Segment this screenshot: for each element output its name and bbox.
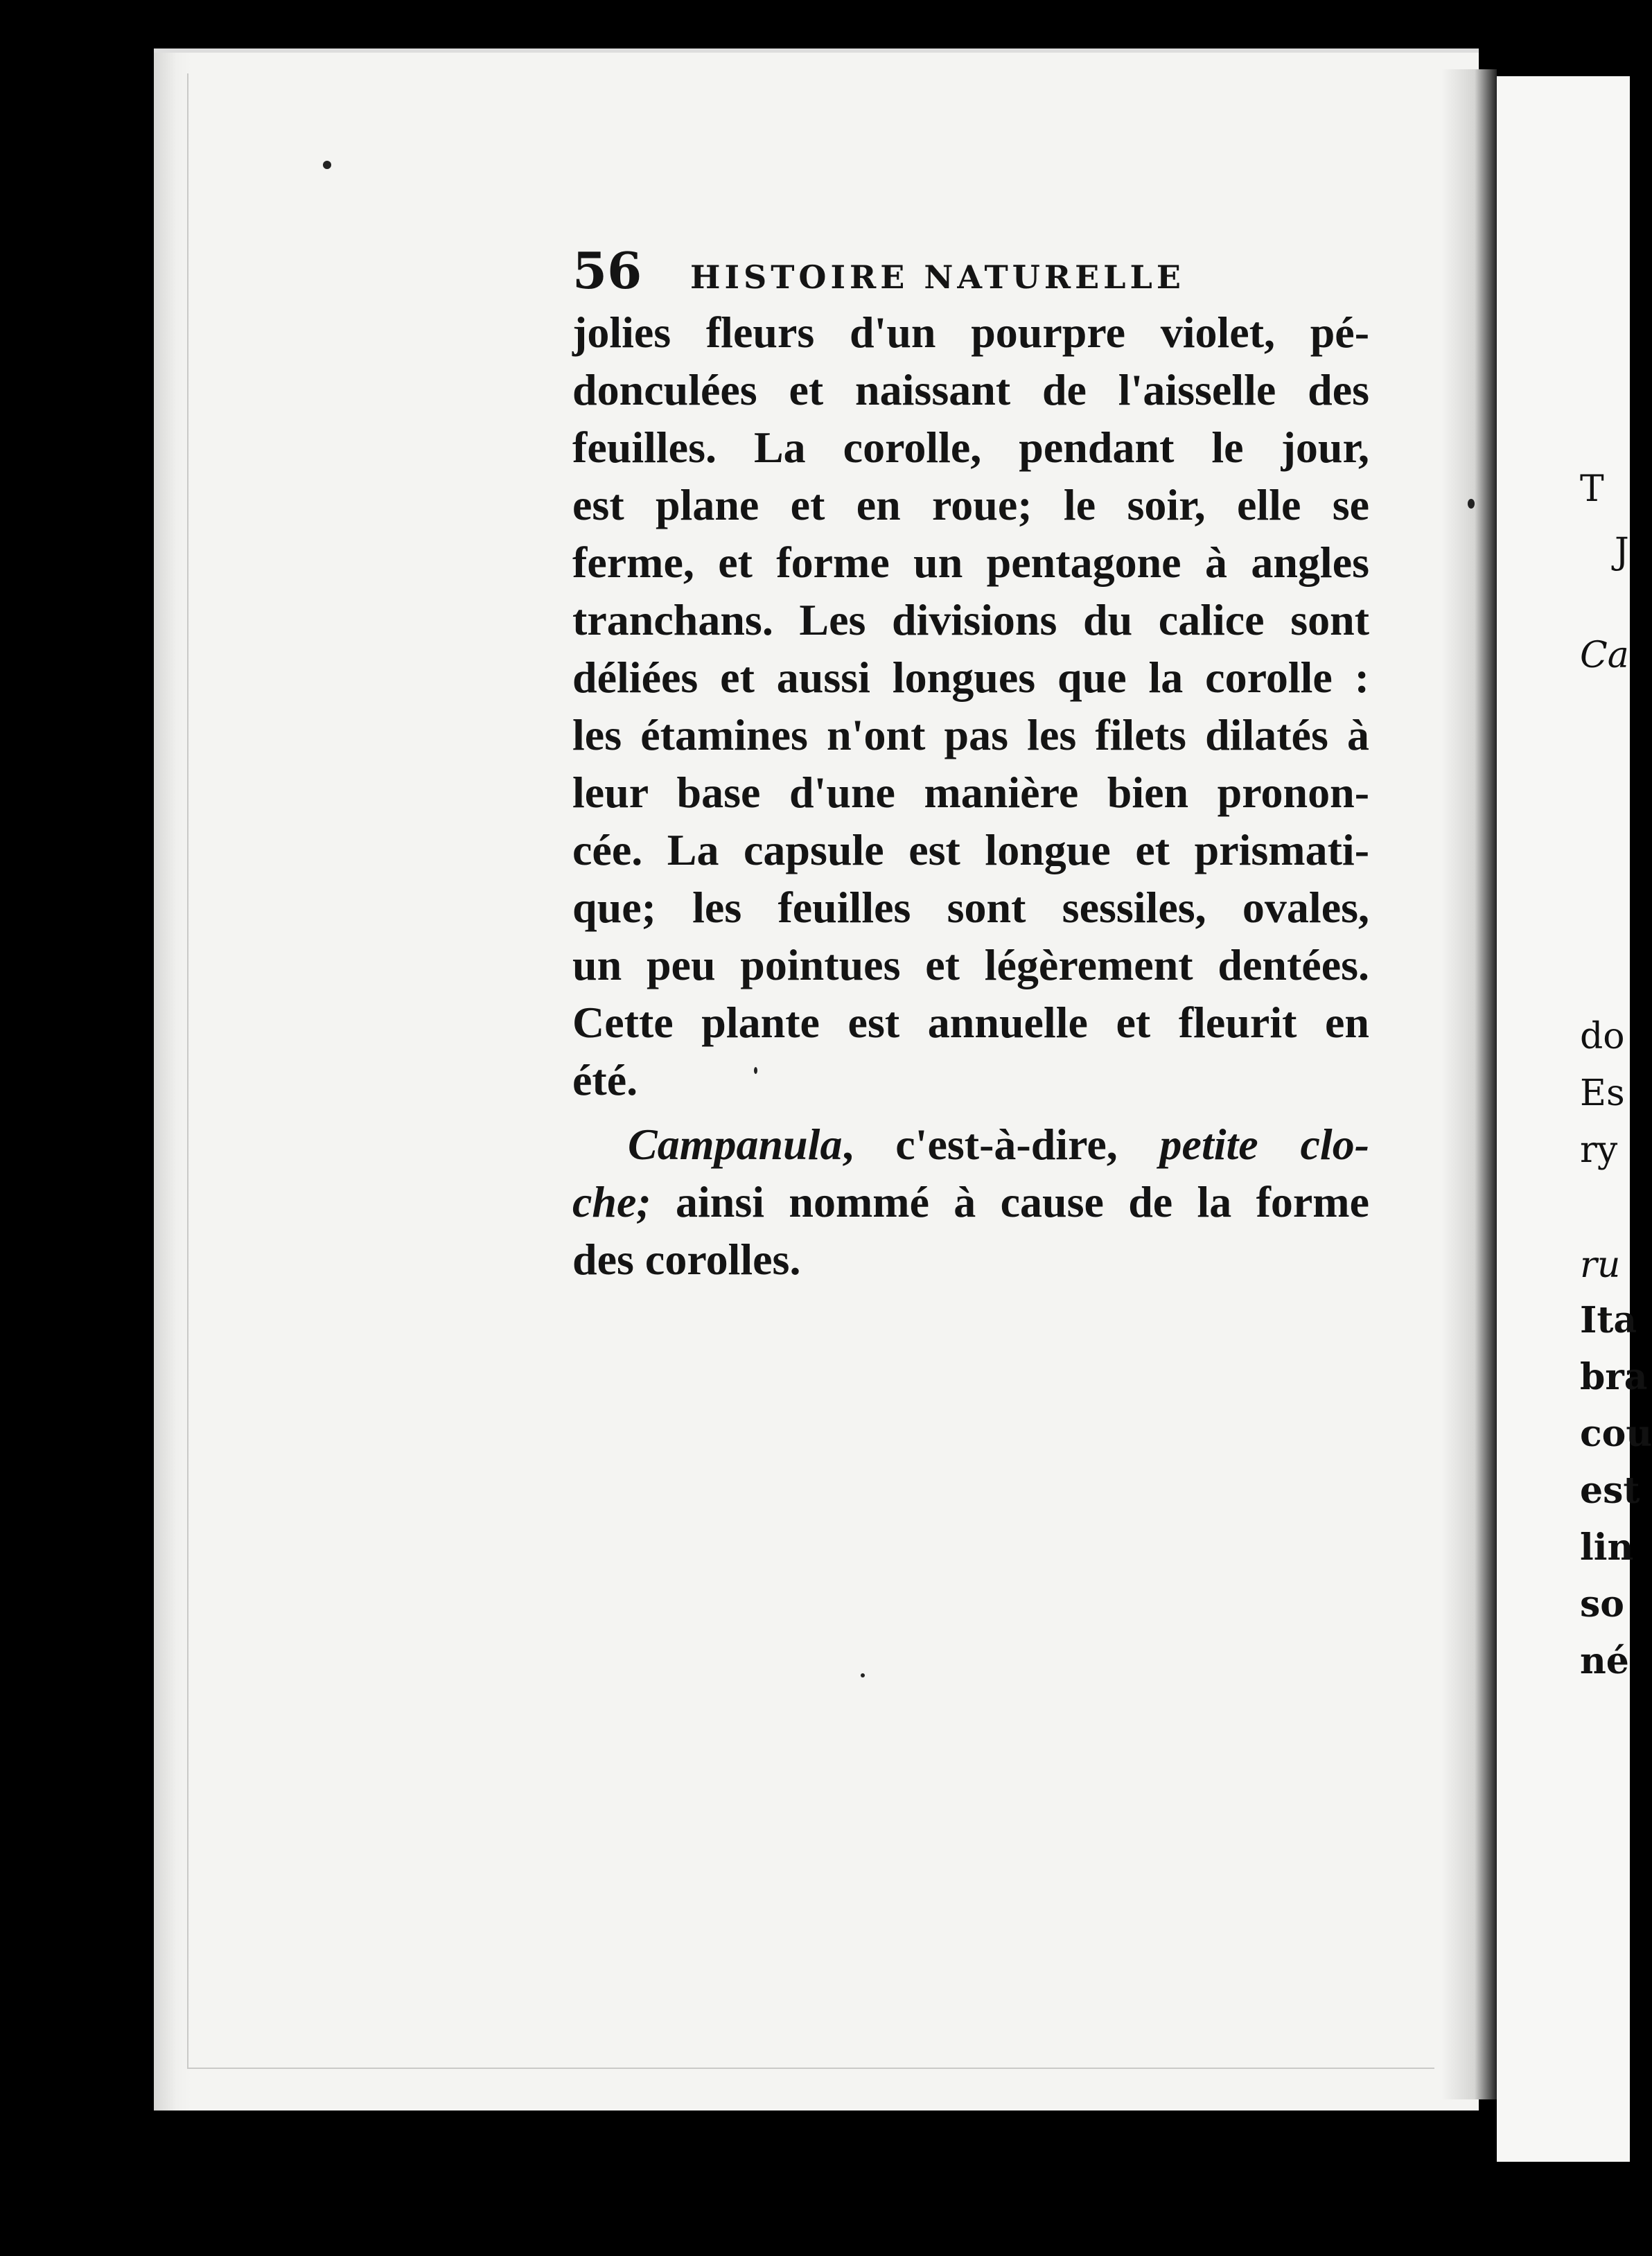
note-line bbox=[572, 1116, 1369, 1173]
right-page-fragment: ru bbox=[1580, 1244, 1621, 1286]
text-line: que; les feuilles sont sessiles, ovales, bbox=[572, 883, 1369, 932]
ink-speck bbox=[861, 1673, 865, 1677]
note-rest: ainsi nommé à cause de la forme bbox=[651, 1177, 1369, 1226]
right-page-fragment: cou bbox=[1580, 1413, 1652, 1455]
page-border bbox=[187, 73, 188, 2069]
right-page-fragment: est bbox=[1580, 1470, 1640, 1512]
body-text bbox=[572, 303, 1369, 1288]
page-border-bottom bbox=[187, 2068, 1434, 2069]
text-line: Cette plante est annuelle et fleurit en bbox=[572, 998, 1369, 1047]
right-page-fragment: so bbox=[1580, 1583, 1624, 1625]
page-header bbox=[572, 241, 1369, 300]
text-line: ferme, et forme un pentagone à angles bbox=[572, 538, 1369, 587]
right-page-fragment: bra bbox=[1580, 1356, 1648, 1398]
right-page-fragment: do bbox=[1580, 1016, 1625, 1057]
page-content bbox=[572, 241, 1369, 1288]
text-line: feuilles. La corolle, pendant le jour, bbox=[572, 423, 1369, 472]
text-line: déliées et aussi longues que la corolle : bbox=[572, 653, 1369, 702]
right-page-fragment: Es bbox=[1580, 1073, 1625, 1114]
right-page-fragment: J bbox=[1615, 531, 1629, 572]
text-line: jolies fleurs d'un pourpre violet, pé- bbox=[572, 308, 1369, 357]
footnote-campanula bbox=[572, 1116, 1369, 1288]
right-page bbox=[1497, 76, 1630, 2162]
note-gloss: petite clo- bbox=[1159, 1120, 1369, 1169]
running-title: HISTOIRE NATURELLE bbox=[690, 258, 1185, 296]
right-page-fragment: né bbox=[1580, 1640, 1629, 1682]
book-gutter bbox=[1441, 69, 1497, 2099]
right-page-fragment: ry bbox=[1580, 1129, 1618, 1171]
right-page-fragment: Ca bbox=[1580, 635, 1629, 676]
text-line: les étamines n'ont pas les filets dilatés à bbox=[572, 710, 1369, 759]
text-line: est plane et en roue; le soir, elle se bbox=[572, 480, 1369, 529]
page-edge bbox=[154, 53, 192, 2110]
text-line: cée. La capsule est longue et prismati- bbox=[572, 825, 1369, 874]
right-page-fragment: Ita bbox=[1580, 1299, 1637, 1341]
note-mid: , c'est-à-dire, bbox=[842, 1120, 1160, 1169]
right-page-fragment: T bbox=[1580, 468, 1604, 510]
text-line: leur base d'une manière bien pronon- bbox=[572, 768, 1369, 817]
note-line bbox=[572, 1173, 1369, 1231]
ink-speck bbox=[323, 161, 331, 169]
paragraph-description bbox=[572, 303, 1369, 1109]
right-page-fragment: lin bbox=[1580, 1526, 1634, 1569]
text-line: été. bbox=[572, 1055, 638, 1104]
text-line: un peu pointues et légèrement dentées. bbox=[572, 940, 1369, 989]
text-line: donculées et naissant de l'aisselle des bbox=[572, 365, 1369, 414]
note-term: Campanula bbox=[628, 1120, 843, 1169]
ink-speck bbox=[1468, 499, 1475, 509]
note-gloss-cont: che; bbox=[572, 1177, 651, 1226]
note-line: des corolles. bbox=[572, 1235, 801, 1284]
text-line: tranchans. Les divisions du calice sont bbox=[572, 595, 1369, 644]
page-number: 56 bbox=[572, 241, 642, 300]
